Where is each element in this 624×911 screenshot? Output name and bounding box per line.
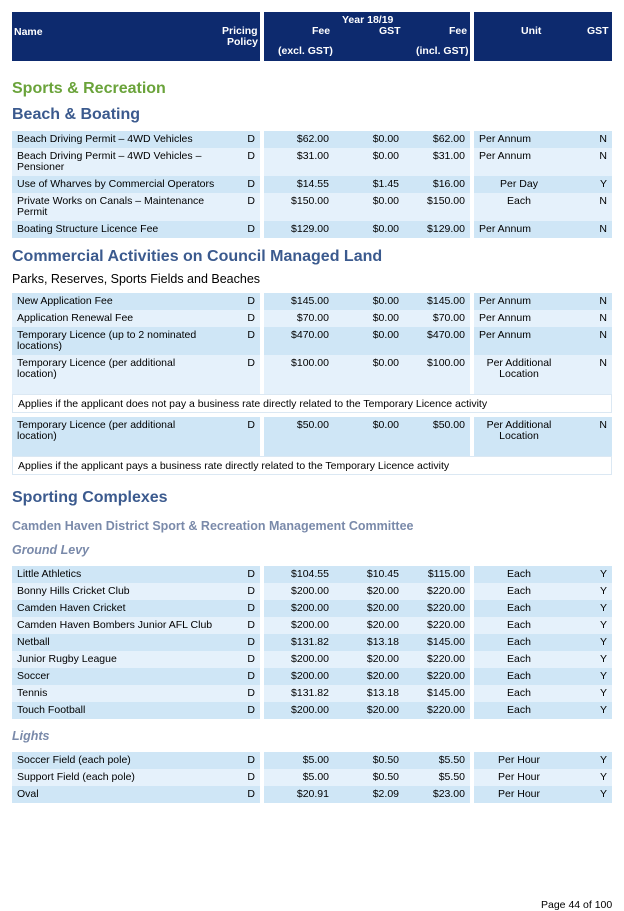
- page-number: Page 44 of 100: [541, 899, 613, 911]
- unit: Per Day: [500, 178, 538, 190]
- fee-incl-gst: $115.00: [427, 568, 465, 580]
- unit-cell: [474, 685, 612, 702]
- commercial-table-2: [12, 417, 612, 456]
- fee-incl-gst: $150.00: [427, 195, 465, 207]
- fees-cell: [264, 752, 470, 769]
- fees-cell: [264, 617, 470, 634]
- fee-incl-gst: $220.00: [427, 619, 465, 631]
- table-row: [12, 651, 612, 668]
- fee-excl-gst: $200.00: [291, 619, 329, 631]
- fee-name: Touch Football: [17, 704, 86, 716]
- fees-page: [12, 12, 612, 803]
- fee-name: Application Renewal Fee: [17, 312, 134, 324]
- table-row: [12, 600, 612, 617]
- pricing-policy: D: [247, 585, 255, 597]
- gst-amount: $0.00: [372, 357, 399, 369]
- table-row: [12, 786, 612, 803]
- fee-name: Soccer Field (each pole): [17, 754, 131, 766]
- unit-cell: [474, 651, 612, 668]
- gst-flag: Y: [599, 602, 607, 614]
- gst-flag: Y: [599, 619, 607, 631]
- fee-name: Boating Structure Licence Fee: [17, 223, 159, 235]
- fee-name: Private Works on Canals – Maintenance Permit: [17, 195, 205, 218]
- header-excl-gst: (excl. GST): [278, 45, 333, 57]
- gst-amount: $0.00: [372, 295, 399, 307]
- fee-excl-gst: $5.00: [302, 754, 329, 766]
- table-row: [12, 702, 612, 719]
- gst-amount: $20.00: [366, 602, 399, 614]
- unit: Per Hour: [497, 771, 540, 783]
- fee-excl-gst: $200.00: [291, 585, 329, 597]
- pricing-policy: D: [247, 653, 255, 665]
- fee-excl-gst: $145.00: [291, 295, 329, 307]
- table-row: [12, 583, 612, 600]
- gst-amount: $20.00: [366, 653, 399, 665]
- fee-incl-gst: $145.00: [427, 687, 465, 699]
- header-gst-flag: GST: [587, 25, 609, 37]
- unit-cell: [474, 148, 612, 176]
- gst-flag: Y: [599, 788, 607, 800]
- header-policy: Policy: [227, 36, 258, 48]
- unit: Each: [507, 602, 531, 614]
- fee-excl-gst: $470.00: [291, 329, 329, 341]
- table-row: [12, 617, 612, 634]
- fee-excl-gst: $104.55: [291, 568, 329, 580]
- pricing-policy: D: [247, 754, 255, 766]
- pricing-policy: D: [247, 329, 255, 341]
- fees-cell: [264, 651, 470, 668]
- name-cell: [12, 634, 260, 651]
- fee-name: Support Field (each pole): [17, 771, 135, 783]
- fees-cell: [264, 583, 470, 600]
- name-cell: [12, 193, 260, 221]
- fee-incl-gst: $145.00: [427, 636, 465, 648]
- gst-amount: $0.00: [372, 312, 399, 324]
- pricing-policy: D: [247, 602, 255, 614]
- header-year: Year 18/19: [342, 14, 394, 26]
- gst-flag: Y: [599, 670, 607, 682]
- gst-flag: N: [599, 150, 607, 162]
- fee-excl-gst: $131.82: [291, 687, 329, 699]
- fees-cell: [264, 131, 470, 148]
- fees-cell: [264, 786, 470, 803]
- table-row: [12, 131, 612, 148]
- fee-name: Temporary Licence (up to 2 nominated locations): [17, 329, 197, 352]
- gst-flag: N: [599, 195, 607, 207]
- fee-incl-gst: $62.00: [432, 133, 465, 145]
- header-incl-gst: (incl. GST): [416, 45, 469, 57]
- gst-amount: $13.18: [366, 636, 399, 648]
- header-fee-excl: Fee: [312, 25, 331, 37]
- pricing-policy: D: [247, 133, 255, 145]
- note: Applies if the applicant pays a business rate directly related to the Temporary Licence activity: [12, 456, 612, 475]
- fee-name: Use of Wharves by Commercial Operators: [17, 178, 215, 190]
- fee-excl-gst: $62.00: [296, 133, 329, 145]
- group-title: Parks, Reserves, Sports Fields and Beaches: [12, 272, 261, 286]
- gst-flag: N: [599, 223, 607, 235]
- name-cell: [12, 293, 260, 310]
- fee-name: Temporary Licence (per additional location): [17, 419, 176, 442]
- gst-flag: Y: [599, 178, 607, 190]
- table-row: [12, 668, 612, 685]
- fee-name: Bonny Hills Cricket Club: [17, 585, 130, 597]
- fee-excl-gst: $150.00: [291, 195, 329, 207]
- gst-amount: $0.00: [372, 195, 399, 207]
- pricing-policy: D: [247, 195, 255, 207]
- pricing-policy: D: [247, 223, 255, 235]
- name-cell: [12, 355, 260, 394]
- fees-cell: [264, 193, 470, 221]
- fee-excl-gst: $50.00: [296, 419, 329, 431]
- fee-excl-gst: $100.00: [291, 357, 329, 369]
- unit: Per Annum: [479, 295, 531, 307]
- unit-cell: [474, 600, 612, 617]
- fee-name: Junior Rugby League: [17, 653, 117, 665]
- table-row: [12, 148, 612, 176]
- table-row: [12, 327, 612, 355]
- name-cell: [12, 668, 260, 685]
- unit: Per Additional Location: [486, 419, 552, 442]
- unit: Each: [507, 195, 531, 207]
- ground-levy-table: [12, 566, 612, 719]
- pricing-policy: D: [247, 771, 255, 783]
- fee-incl-gst: $129.00: [427, 223, 465, 235]
- group-title: Ground Levy: [12, 543, 90, 557]
- name-cell: [12, 417, 260, 456]
- unit: Per Annum: [479, 312, 531, 324]
- name-cell: [12, 786, 260, 803]
- name-cell: [12, 176, 260, 193]
- fee-incl-gst: $31.00: [432, 150, 465, 162]
- unit-cell: [474, 769, 612, 786]
- name-cell: [12, 131, 260, 148]
- fee-name: Tennis: [17, 687, 48, 699]
- fees-cell: [264, 355, 470, 394]
- gst-flag: Y: [599, 754, 607, 766]
- header-fees-column: [264, 12, 470, 61]
- fee-name: Beach Driving Permit – 4WD Vehicles – Pensioner: [17, 150, 202, 173]
- unit-cell: [474, 752, 612, 769]
- name-cell: [12, 685, 260, 702]
- fees-cell: [264, 668, 470, 685]
- unit: Each: [507, 585, 531, 597]
- unit-cell: [474, 310, 612, 327]
- gst-flag: N: [599, 329, 607, 341]
- header-name: Name: [14, 26, 43, 38]
- fees-cell: [264, 417, 470, 456]
- fee-incl-gst: $5.50: [438, 771, 465, 783]
- table-row: [12, 293, 612, 310]
- gst-amount: $0.00: [372, 150, 399, 162]
- fee-excl-gst: $200.00: [291, 670, 329, 682]
- fees-cell: [264, 634, 470, 651]
- subsection-title: Commercial Activities on Council Managed Land: [12, 248, 383, 265]
- unit-cell: [474, 355, 612, 394]
- gst-flag: Y: [599, 568, 607, 580]
- table-row: [12, 176, 612, 193]
- unit-cell: [474, 634, 612, 651]
- unit: Each: [507, 568, 531, 580]
- subsection-title: Beach & Boating: [12, 106, 141, 123]
- gst-flag: Y: [599, 771, 607, 783]
- unit-cell: [474, 566, 612, 583]
- gst-amount: $20.00: [366, 670, 399, 682]
- gst-flag: Y: [599, 687, 607, 699]
- unit: Per Additional Location: [486, 357, 552, 380]
- fee-incl-gst: $220.00: [427, 602, 465, 614]
- header-unit-column: [474, 12, 612, 61]
- section-title: Sports & Recreation: [12, 80, 166, 97]
- subsection-title: Sporting Complexes: [12, 489, 168, 506]
- name-cell: [12, 310, 260, 327]
- table-row: [12, 221, 612, 238]
- fee-incl-gst: $220.00: [427, 585, 465, 597]
- gst-flag: Y: [599, 704, 607, 716]
- gst-amount: $0.00: [372, 133, 399, 145]
- fee-incl-gst: $220.00: [427, 704, 465, 716]
- fees-cell: [264, 293, 470, 310]
- unit: Per Annum: [479, 133, 531, 145]
- fee-name: New Application Fee: [17, 295, 113, 307]
- gst-amount: $20.00: [366, 585, 399, 597]
- fees-cell: [264, 221, 470, 238]
- fee-incl-gst: $70.00: [432, 312, 465, 324]
- unit: Per Hour: [497, 754, 540, 766]
- name-cell: [12, 327, 260, 355]
- gst-flag: Y: [599, 653, 607, 665]
- beach-boating-table: [12, 131, 612, 238]
- fee-incl-gst: $145.00: [427, 295, 465, 307]
- unit: Per Annum: [479, 223, 531, 235]
- header-unit: Unit: [521, 25, 542, 37]
- pricing-policy: D: [247, 568, 255, 580]
- gst-flag: N: [599, 295, 607, 307]
- fee-incl-gst: $100.00: [427, 357, 465, 369]
- gst-flag: N: [599, 357, 607, 369]
- gst-amount: $0.50: [372, 771, 399, 783]
- pricing-policy: D: [247, 150, 255, 162]
- header-pricing: Pricing: [222, 25, 258, 37]
- pricing-policy: D: [247, 419, 255, 431]
- name-cell: [12, 702, 260, 719]
- unit-cell: [474, 327, 612, 355]
- unit-cell: [474, 131, 612, 148]
- name-cell: [12, 769, 260, 786]
- table-row: [12, 417, 612, 456]
- table-row: [12, 685, 612, 702]
- committee-title: Camden Haven District Sport & Recreation Management Committee: [12, 519, 414, 533]
- fee-excl-gst: $20.91: [296, 788, 329, 800]
- gst-amount: $20.00: [366, 704, 399, 716]
- table-row: [12, 566, 612, 583]
- fee-excl-gst: $14.55: [296, 178, 329, 190]
- unit-cell: [474, 786, 612, 803]
- table-row: [12, 193, 612, 221]
- unit: Per Annum: [479, 150, 531, 162]
- fee-incl-gst: $50.00: [432, 419, 465, 431]
- fees-cell: [264, 702, 470, 719]
- unit-cell: [474, 193, 612, 221]
- gst-amount: $0.00: [372, 223, 399, 235]
- gst-amount: $20.00: [366, 619, 399, 631]
- name-cell: [12, 221, 260, 238]
- gst-amount: $0.00: [372, 329, 399, 341]
- fee-incl-gst: $5.50: [438, 754, 465, 766]
- unit-cell: [474, 417, 612, 456]
- unit: Per Annum: [479, 329, 531, 341]
- pricing-policy: D: [247, 357, 255, 369]
- gst-amount: $0.50: [372, 754, 399, 766]
- name-cell: [12, 148, 260, 176]
- fee-incl-gst: $220.00: [427, 670, 465, 682]
- unit-cell: [474, 293, 612, 310]
- header-name-column: [12, 12, 260, 61]
- unit: Each: [507, 704, 531, 716]
- fee-name: Soccer: [17, 670, 50, 682]
- pricing-policy: D: [247, 619, 255, 631]
- fee-excl-gst: $70.00: [296, 312, 329, 324]
- fee-name: Temporary Licence (per additional location): [17, 357, 176, 380]
- name-cell: [12, 752, 260, 769]
- fees-cell: [264, 327, 470, 355]
- commercial-table: [12, 293, 612, 394]
- fees-cell: [264, 310, 470, 327]
- gst-flag: N: [599, 133, 607, 145]
- name-cell: [12, 583, 260, 600]
- unit-cell: [474, 617, 612, 634]
- gst-amount: $2.09: [372, 788, 399, 800]
- unit-cell: [474, 583, 612, 600]
- table-row: [12, 310, 612, 327]
- unit: Each: [507, 636, 531, 648]
- fee-excl-gst: $31.00: [296, 150, 329, 162]
- gst-flag: N: [599, 419, 607, 431]
- fee-excl-gst: $200.00: [291, 653, 329, 665]
- unit: Each: [507, 670, 531, 682]
- header-gst: GST: [379, 25, 401, 37]
- gst-flag: Y: [599, 636, 607, 648]
- pricing-policy: D: [247, 178, 255, 190]
- group-title: Lights: [12, 729, 50, 743]
- gst-amount: $10.45: [366, 568, 399, 580]
- gst-amount: $0.00: [372, 419, 399, 431]
- table-row: [12, 769, 612, 786]
- note: Applies if the applicant does not pay a business rate directly related to the Temporary Licence activity: [12, 394, 612, 413]
- fee-name: Netball: [17, 636, 50, 648]
- fee-incl-gst: $23.00: [432, 788, 465, 800]
- table-row: [12, 634, 612, 651]
- fee-name: Beach Driving Permit – 4WD Vehicles: [17, 133, 193, 145]
- header-fee-incl: Fee: [449, 25, 468, 37]
- unit: Each: [507, 687, 531, 699]
- table-row: [12, 355, 612, 394]
- table-row: [12, 752, 612, 769]
- fees-cell: [264, 176, 470, 193]
- fee-incl-gst: $220.00: [427, 653, 465, 665]
- fees-cell: [264, 685, 470, 702]
- fee-name: Camden Haven Bombers Junior AFL Club: [17, 619, 213, 631]
- pricing-policy: D: [247, 788, 255, 800]
- unit: Per Hour: [497, 788, 540, 800]
- fee-excl-gst: $131.82: [291, 636, 329, 648]
- unit-cell: [474, 221, 612, 238]
- fee-name: Camden Haven Cricket: [17, 602, 126, 614]
- lights-table: [12, 752, 612, 803]
- name-cell: [12, 617, 260, 634]
- unit: Each: [507, 653, 531, 665]
- table-header: [12, 12, 612, 61]
- unit-cell: [474, 668, 612, 685]
- pricing-policy: D: [247, 687, 255, 699]
- unit: Each: [507, 619, 531, 631]
- fee-excl-gst: $200.00: [291, 602, 329, 614]
- fee-excl-gst: $200.00: [291, 704, 329, 716]
- fee-incl-gst: $470.00: [427, 329, 465, 341]
- unit-cell: [474, 176, 612, 193]
- pricing-policy: D: [247, 670, 255, 682]
- name-cell: [12, 566, 260, 583]
- fees-cell: [264, 566, 470, 583]
- fee-name: Oval: [17, 788, 39, 800]
- fees-cell: [264, 148, 470, 176]
- pricing-policy: D: [247, 295, 255, 307]
- fee-name: Little Athletics: [17, 568, 82, 580]
- fee-excl-gst: $129.00: [291, 223, 329, 235]
- pricing-policy: D: [247, 312, 255, 324]
- fees-cell: [264, 600, 470, 617]
- pricing-policy: D: [247, 704, 255, 716]
- unit-cell: [474, 702, 612, 719]
- fee-incl-gst: $16.00: [432, 178, 465, 190]
- gst-flag: N: [599, 312, 607, 324]
- name-cell: [12, 600, 260, 617]
- gst-flag: Y: [599, 585, 607, 597]
- fee-excl-gst: $5.00: [302, 771, 329, 783]
- fees-cell: [264, 769, 470, 786]
- name-cell: [12, 651, 260, 668]
- pricing-policy: D: [247, 636, 255, 648]
- gst-amount: $1.45: [372, 178, 399, 190]
- gst-amount: $13.18: [366, 687, 399, 699]
